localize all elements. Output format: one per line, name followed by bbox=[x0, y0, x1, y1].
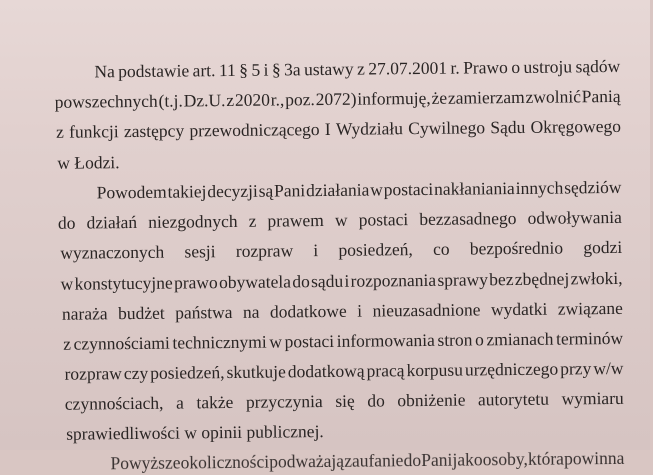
word: z bbox=[55, 121, 64, 142]
word: Cywilnego bbox=[408, 117, 486, 139]
word: bez bbox=[489, 269, 514, 290]
word: w bbox=[334, 209, 348, 230]
word: Panią bbox=[581, 85, 621, 107]
word: państwa bbox=[175, 301, 233, 323]
word: sprawy bbox=[437, 269, 489, 290]
word: postaci bbox=[383, 178, 434, 200]
word: prawo bbox=[173, 272, 218, 293]
word: z bbox=[248, 210, 257, 231]
paragraph-2-line-6 bbox=[63, 328, 623, 355]
word: i bbox=[357, 300, 363, 321]
word: do bbox=[292, 271, 310, 292]
word: decyzji bbox=[207, 180, 258, 202]
word: z bbox=[356, 58, 365, 79]
word: o bbox=[474, 329, 484, 350]
word: i bbox=[313, 240, 319, 261]
word: 27.07.2001 bbox=[368, 57, 448, 79]
word: posiedzeń, bbox=[150, 362, 225, 383]
word: wyznaczonych bbox=[60, 241, 165, 263]
word: Prawo bbox=[463, 57, 508, 78]
word: w bbox=[60, 273, 74, 294]
word: stron bbox=[437, 329, 473, 350]
paragraph-2-line-4 bbox=[60, 268, 622, 295]
word: autorytetu bbox=[477, 388, 550, 410]
word: wymiaru bbox=[561, 387, 624, 409]
word: postaci bbox=[284, 330, 335, 352]
word: 3a bbox=[283, 59, 301, 80]
word: podważają bbox=[269, 450, 345, 472]
word: sędziów bbox=[564, 176, 622, 198]
word: są bbox=[258, 180, 274, 201]
word: godzi bbox=[583, 236, 623, 258]
paragraph-2-line-1 bbox=[97, 177, 622, 203]
word: sądu bbox=[310, 270, 344, 292]
word: także bbox=[196, 391, 234, 413]
word: zastępcy bbox=[123, 120, 185, 142]
word: odwoływania bbox=[527, 206, 622, 228]
word: zwłoki, bbox=[570, 267, 623, 289]
word: z bbox=[226, 89, 235, 111]
word: obywatela bbox=[218, 271, 292, 293]
word: przewodniczącego bbox=[189, 119, 320, 141]
word: powinna bbox=[563, 447, 625, 469]
word: technicznymi bbox=[172, 331, 267, 353]
word: do bbox=[367, 390, 385, 411]
word: działania bbox=[306, 179, 370, 201]
word: bezpośrednio bbox=[469, 237, 564, 259]
word: okoliczności bbox=[180, 451, 270, 473]
word: z bbox=[63, 333, 72, 354]
paragraph-2-line-7 bbox=[64, 358, 623, 385]
word: prawem bbox=[267, 210, 324, 231]
word: rozpoznania bbox=[350, 269, 437, 291]
word: wydatki bbox=[490, 298, 548, 320]
word: która bbox=[527, 448, 565, 469]
word: że bbox=[431, 87, 448, 108]
paragraph-1-line-1 bbox=[94, 56, 620, 83]
word: Wydziału bbox=[335, 118, 404, 139]
word: czynnościami bbox=[73, 332, 170, 354]
paragraph-2-line-3 bbox=[60, 237, 622, 264]
word: budżet bbox=[117, 302, 165, 324]
word: bezzasadnego bbox=[419, 207, 517, 230]
word: informowania bbox=[336, 329, 435, 351]
word: posiedzeń, bbox=[338, 239, 413, 260]
word: ustawy bbox=[303, 58, 354, 80]
word: Pani bbox=[421, 449, 453, 471]
paragraph-1-line-3 bbox=[56, 116, 621, 143]
paragraph-3-line-1 bbox=[110, 448, 624, 474]
word: i bbox=[263, 59, 269, 80]
word: zaufanie bbox=[344, 450, 404, 471]
word: nakłaniania bbox=[434, 178, 515, 199]
word: konstytucyjne bbox=[74, 272, 173, 294]
word: zbędnej bbox=[514, 268, 570, 290]
word: rozpraw bbox=[64, 363, 122, 384]
word: podstawie bbox=[118, 60, 190, 82]
word: r. bbox=[450, 57, 460, 78]
word: r., bbox=[270, 89, 285, 110]
word: art. bbox=[192, 60, 216, 81]
word: o bbox=[511, 56, 521, 78]
word: 11 bbox=[218, 59, 236, 81]
paragraph-2-line-2 bbox=[58, 207, 622, 234]
word: 2072) bbox=[315, 88, 357, 110]
word: przy bbox=[560, 358, 592, 379]
word: Pani bbox=[274, 180, 306, 201]
word: nieuzasadnione bbox=[372, 299, 481, 321]
word: sesji bbox=[184, 241, 216, 262]
paragraph-2-line-9: sprawiedliwości w opinii publicznej. bbox=[66, 421, 324, 444]
word: I bbox=[324, 118, 331, 139]
word: działań bbox=[86, 211, 138, 233]
word: 5 bbox=[251, 59, 261, 80]
word: w/w bbox=[593, 357, 624, 379]
word: Na bbox=[94, 61, 115, 82]
word: funkcji bbox=[68, 121, 119, 142]
word: pracą bbox=[366, 360, 405, 381]
paragraph-2-line-5 bbox=[62, 298, 623, 325]
word: Dz.U. bbox=[183, 90, 226, 111]
word: informuję, bbox=[357, 87, 431, 109]
word: Powyższe bbox=[110, 452, 181, 474]
word: do bbox=[57, 212, 76, 233]
word: § bbox=[239, 59, 249, 80]
word: i bbox=[344, 270, 350, 291]
paragraph-1-line-4: w Łodzi. bbox=[57, 152, 120, 173]
word: dodatkową bbox=[287, 360, 365, 382]
word: dodatkowe bbox=[269, 300, 347, 322]
word: związane bbox=[557, 297, 623, 319]
word: osoby, bbox=[482, 448, 528, 470]
paragraph-2-line-8 bbox=[65, 388, 624, 415]
word: się bbox=[335, 390, 355, 411]
word: zamierzam bbox=[447, 86, 525, 108]
paragraph-1-line-2 bbox=[55, 86, 621, 113]
word: do bbox=[403, 450, 422, 471]
word: rozpraw bbox=[235, 240, 294, 261]
word: naraża bbox=[61, 303, 108, 324]
word: czynnościach, bbox=[64, 392, 164, 414]
word: takiej bbox=[167, 181, 207, 202]
word: innych bbox=[515, 177, 564, 199]
word: obniżenie bbox=[397, 389, 466, 411]
word: przyczynia bbox=[245, 391, 323, 412]
word: korpusu bbox=[406, 359, 464, 381]
word: Okręgowego bbox=[530, 115, 622, 137]
word: postaci bbox=[358, 209, 409, 230]
word: powszechnych bbox=[54, 90, 158, 112]
word: w bbox=[269, 331, 283, 352]
word: skutkuje bbox=[226, 361, 286, 383]
word: urzędniczego bbox=[464, 358, 559, 380]
word: sądów bbox=[575, 55, 621, 77]
word: 2020 bbox=[234, 89, 271, 110]
word: ustroju bbox=[523, 56, 573, 77]
word: poz. bbox=[285, 89, 315, 110]
word: a bbox=[175, 392, 184, 413]
word: terminów bbox=[555, 327, 624, 349]
word: Powodem bbox=[96, 181, 167, 203]
word: niezgodnych bbox=[148, 210, 238, 232]
word: czy bbox=[123, 362, 149, 384]
word: jako bbox=[452, 449, 483, 470]
word: zwolnić bbox=[525, 86, 582, 107]
word: (t.j. bbox=[158, 90, 183, 111]
word: Sądu bbox=[490, 116, 526, 138]
word: § bbox=[271, 59, 281, 80]
word: na bbox=[242, 301, 260, 322]
word: co bbox=[432, 238, 450, 259]
word: w bbox=[370, 179, 383, 200]
word: zmianach bbox=[486, 328, 554, 350]
